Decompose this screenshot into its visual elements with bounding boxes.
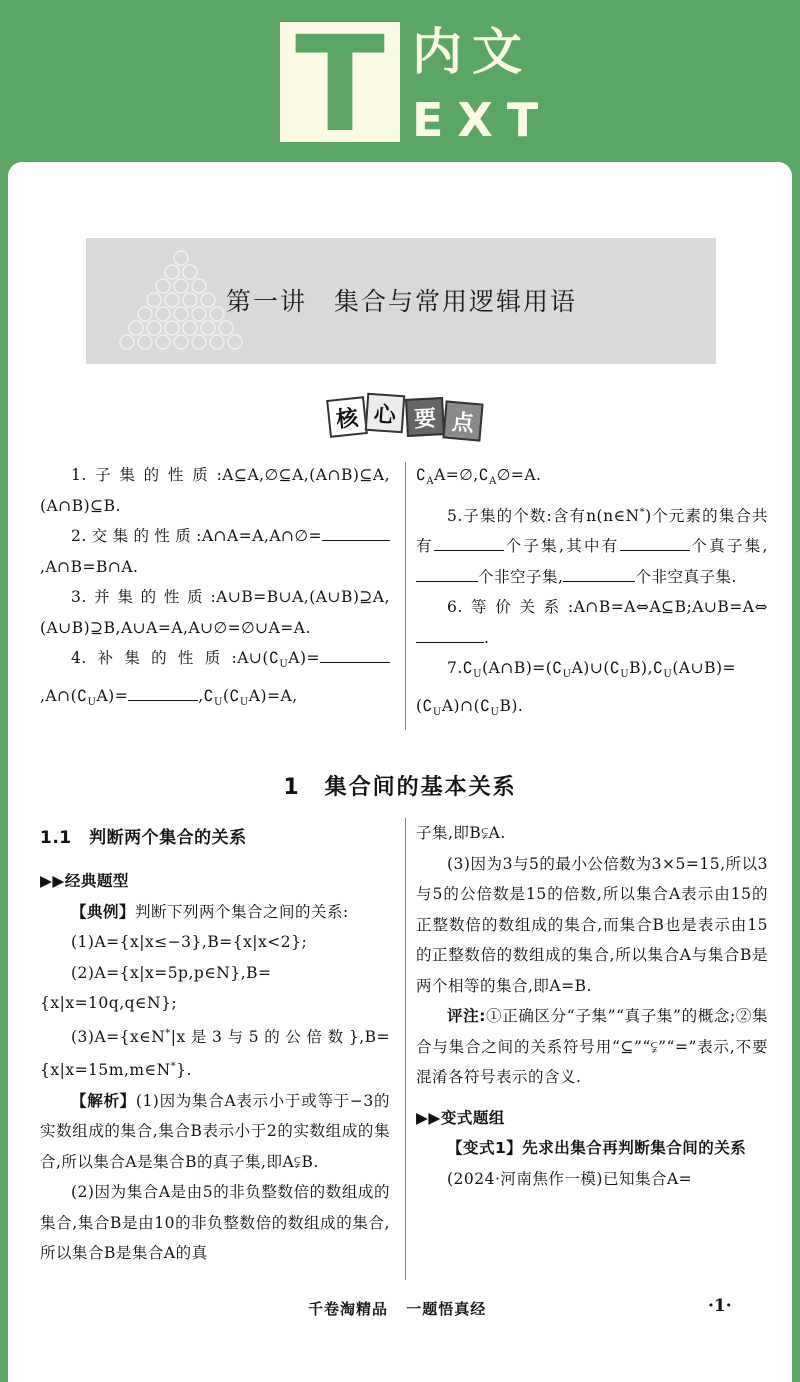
lower-right-column — [416, 818, 768, 1194]
classic-heading: ▶▶经典题型 — [40, 872, 129, 890]
banner-title-en: EXT — [412, 93, 553, 147]
core-point-6: 6.等价关系:A∩B=A⇔A⊆B;A∪B=A⇔. — [416, 592, 768, 653]
note: 评注:①正确区分“子集”“真子集”的概念;②集合与集合之间的关系符号用“⊆”“⫋”“=”表示,不要混淆各符号表示的含义. — [416, 1007, 769, 1086]
badge-char-1: 核 — [326, 396, 368, 438]
lecture-title: 第一讲 集合与常用逻辑用语 — [226, 287, 578, 316]
variant-title: 【变式1】先求出集合再判断集合间的关系 — [447, 1139, 747, 1157]
variant-heading: ▶▶变式题组 — [416, 1108, 505, 1127]
section-title: 1 集合间的基本关系 — [283, 775, 517, 800]
badge-char-2: 心 — [365, 393, 406, 434]
analysis-3: (3)因为3与5的最小公倍数为3×5=15,所以3与5的公倍数是15的倍数,所以集合A表示由15的正整数倍的数组成的集合,而集合B也是表示由15的正整数倍的数组成的集合,所以集合A与集合B是两个相等的集合,即A=B. — [416, 854, 768, 995]
banner-title-cn: 内文 — [412, 23, 532, 81]
footer-slogan: 千卷淘精品 一题悟真经 — [308, 1300, 487, 1318]
column-divider-lower — [405, 818, 406, 1280]
page-content — [8, 162, 792, 1382]
example-line: 【典例】判断下列两个集合之间的关系: — [71, 902, 349, 921]
play-icon: ▶▶ — [40, 872, 65, 890]
lecture-title-box — [86, 238, 716, 364]
core-point-2: 2.交集的性质:A∩A=A,A∩∅=,A∩B=B∩A. — [40, 521, 390, 582]
core-point-3: 3.并集的性质:A∪B=B∪A,(A∪B)⊇A,(A∪B)⊇B,A∪A=A,A∪∅=∅∪A=A. — [40, 588, 390, 637]
badge-char-4: 点 — [442, 400, 483, 441]
core-points-left — [40, 460, 390, 718]
t-logo-box — [280, 8, 400, 162]
header-banner — [0, 0, 800, 170]
t-logo-letter: T — [294, 8, 386, 162]
core-point-4: 4.补集的性质$:A\cup(∁_UA)=,A\cap(∁_UA)=$ $,∁_U(∁_UA)=A$, — [40, 643, 390, 718]
analysis-1: 【解析】(1)因为集合A表示小于或等于−3的实数组成的集合,集合B表示小于2的实数组成的集合,所以集合A是集合B的真子集,即A⫋B. — [40, 1091, 390, 1171]
subsection-title: 1.1 判断两个集合的关系 — [40, 828, 247, 848]
example-q3: (3)A={x∈N*|x是3与5的公倍数},B={x|x=15m,m∈N*}. — [40, 1027, 390, 1080]
analysis-2: (2)因为集合A是由5的非负整数倍的数组成的集合,集合B是由10的非负整数倍的数组成的集合,所以集合B是集合A的真 — [40, 1183, 390, 1263]
lower-left-column — [40, 820, 390, 1269]
core-point-1: 1.子集的性质:A⊆A,∅⊆A,(A∩B)⊆A,(A∩B)⊆B. — [40, 466, 390, 515]
badge-char-3: 要 — [405, 397, 445, 437]
play-icon: ▶▶ — [416, 1108, 441, 1127]
core-point-7: $7.∁_U(A\cap B)=(∁_UA)\cup(∁_UB),∁_U(A\cup B)=(∁_UA)\cap(∁_UB)$. — [416, 659, 736, 718]
page-number: ·1· — [708, 1296, 732, 1316]
analysis-2-cont: 子集,即B⫋A. — [416, 824, 506, 842]
example-q2: (2)A={x|x=5p,p∈N},B={x|x=10q,q∈N}; — [40, 963, 272, 1012]
column-divider — [405, 462, 406, 730]
variant-text: (2024·河南焦作一模)已知集合A= — [447, 1169, 693, 1188]
example-q1: (1)A={x|x≤−3},B={x|x<2}; — [71, 933, 308, 951]
core-points-right — [416, 460, 768, 728]
core-point-5: 5.子集的个数:含有n(n∈N*)个元素的集合共有 个子集,其中有 个真子集,个非空子集, 个非空真子集. — [416, 506, 768, 586]
core-point-4-cont: $∁_AA=\emptyset,∁_A\emptyset=A$. — [416, 466, 542, 488]
core-points-badge — [326, 392, 486, 442]
